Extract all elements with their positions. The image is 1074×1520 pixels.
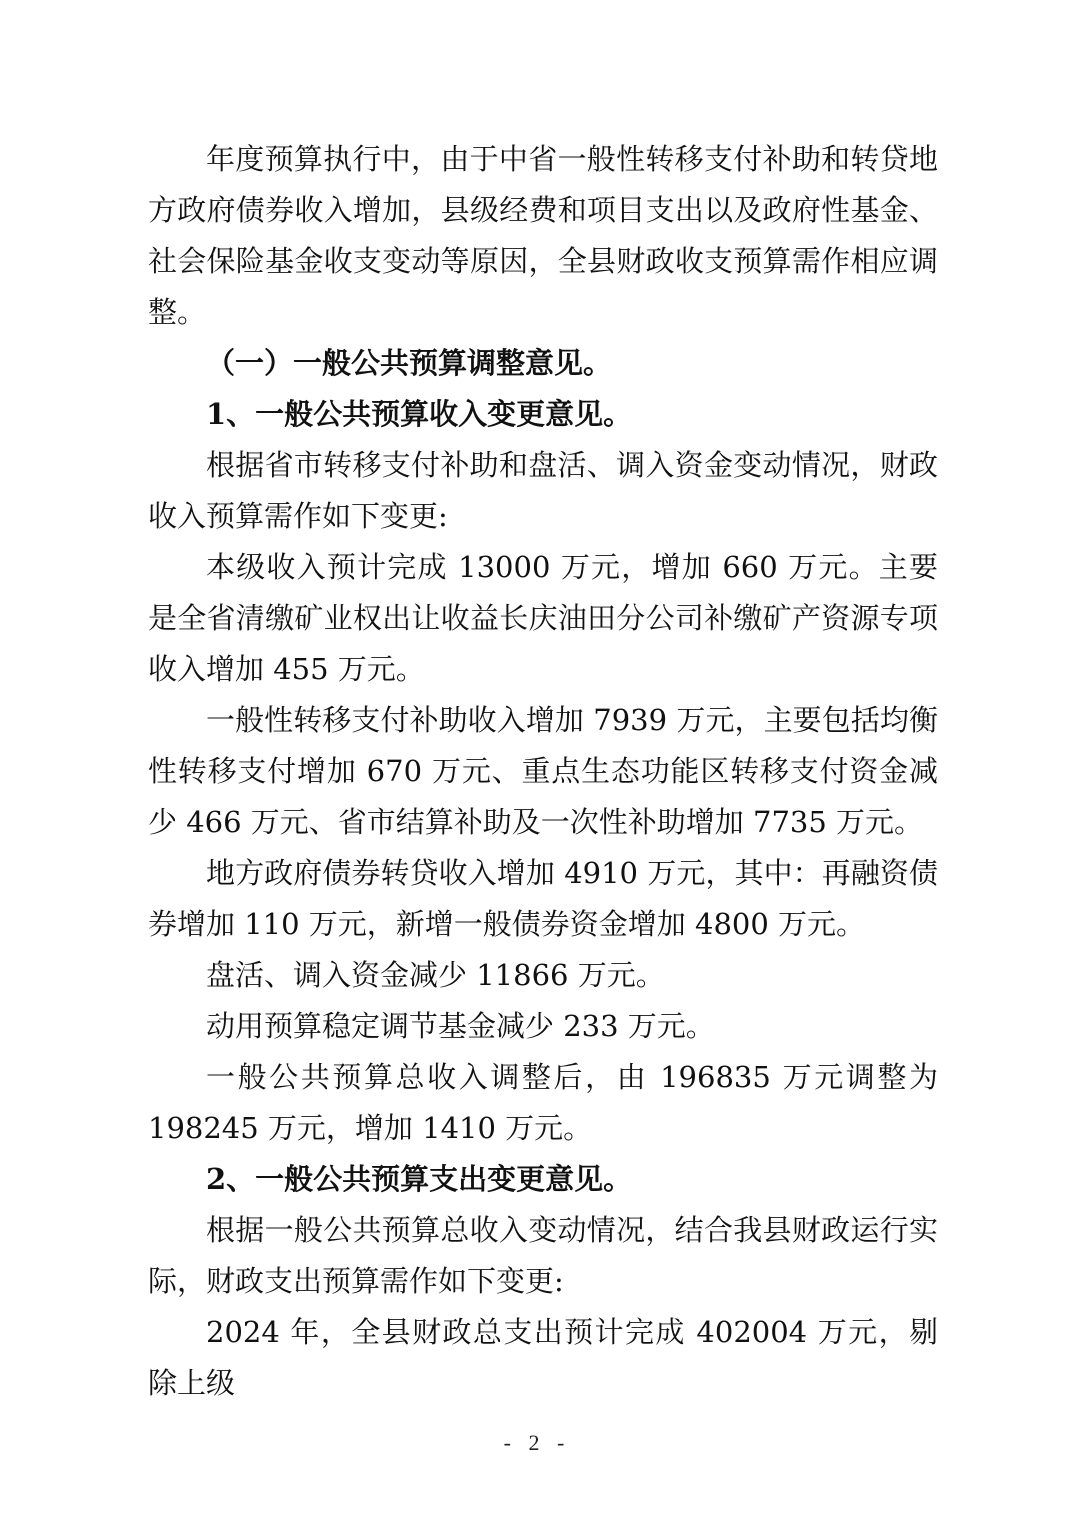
heading-revenue-changes: 1、一般公共预算收入变更意见。 [206, 397, 633, 431]
paragraph-transfer-payments: 一般性转移支付补助收入增加 7939 万元，主要包括均衡性转移支付增加 670 万元、重点生态功能区转移支付资金减少 466 万元、省市结算补助及一次性补助增加 7735 万元。 [148, 703, 938, 839]
paragraph-expenditure-change-basis: 根据一般公共预算总收入变动情况，结合我县财政运行实际，财政支出预算需作如下变更: [148, 1213, 938, 1298]
paragraph-local-revenue: 本级收入预计完成 13000 万元，增加 660 万元。主要是全省清缴矿业权出让收益长庆油田分公司补缴矿产资源专项收入增加 455 万元。 [148, 550, 938, 686]
heading-general-public-budget: （一）一般公共预算调整意见。 [206, 346, 613, 380]
paragraph-budget-adjustment-reason: 年度预算执行中，由于中省一般性转移支付补助和转贷地方政府债券收入增加，县级经费和项目支出以及政府性基金、社会保险基金收支变动等原因，全县财政收支预算需作相应调整。 [148, 142, 938, 329]
heading-expenditure-changes: 2、一般公共预算支出变更意见。 [206, 1162, 633, 1196]
page-number: - 2 - [503, 1430, 571, 1455]
paragraph-revenue-change-basis: 根据省市转移支付补助和盘活、调入资金变动情况，财政收入预算需作如下变更: [148, 448, 938, 533]
document-body [148, 134, 938, 1409]
paragraph-stabilization-fund: 动用预算稳定调节基金减少 233 万元。 [206, 1009, 715, 1043]
paragraph-total-revenue: 一般公共预算总收入调整后，由 196835 万元调整为 198245 万元，增加 1410 万元。 [148, 1060, 938, 1145]
paragraph-total-expenditure: 2024 年，全县财政总支出预计完成 402004 万元，剔除上级 [148, 1315, 938, 1400]
paragraph-government-bonds: 地方政府债券转贷收入增加 4910 万元，其中：再融资债券增加 110 万元，新增一般债券资金增加 4800 万元。 [148, 856, 938, 941]
paragraph-transferred-funds: 盘活、调入资金减少 11866 万元。 [206, 958, 665, 992]
